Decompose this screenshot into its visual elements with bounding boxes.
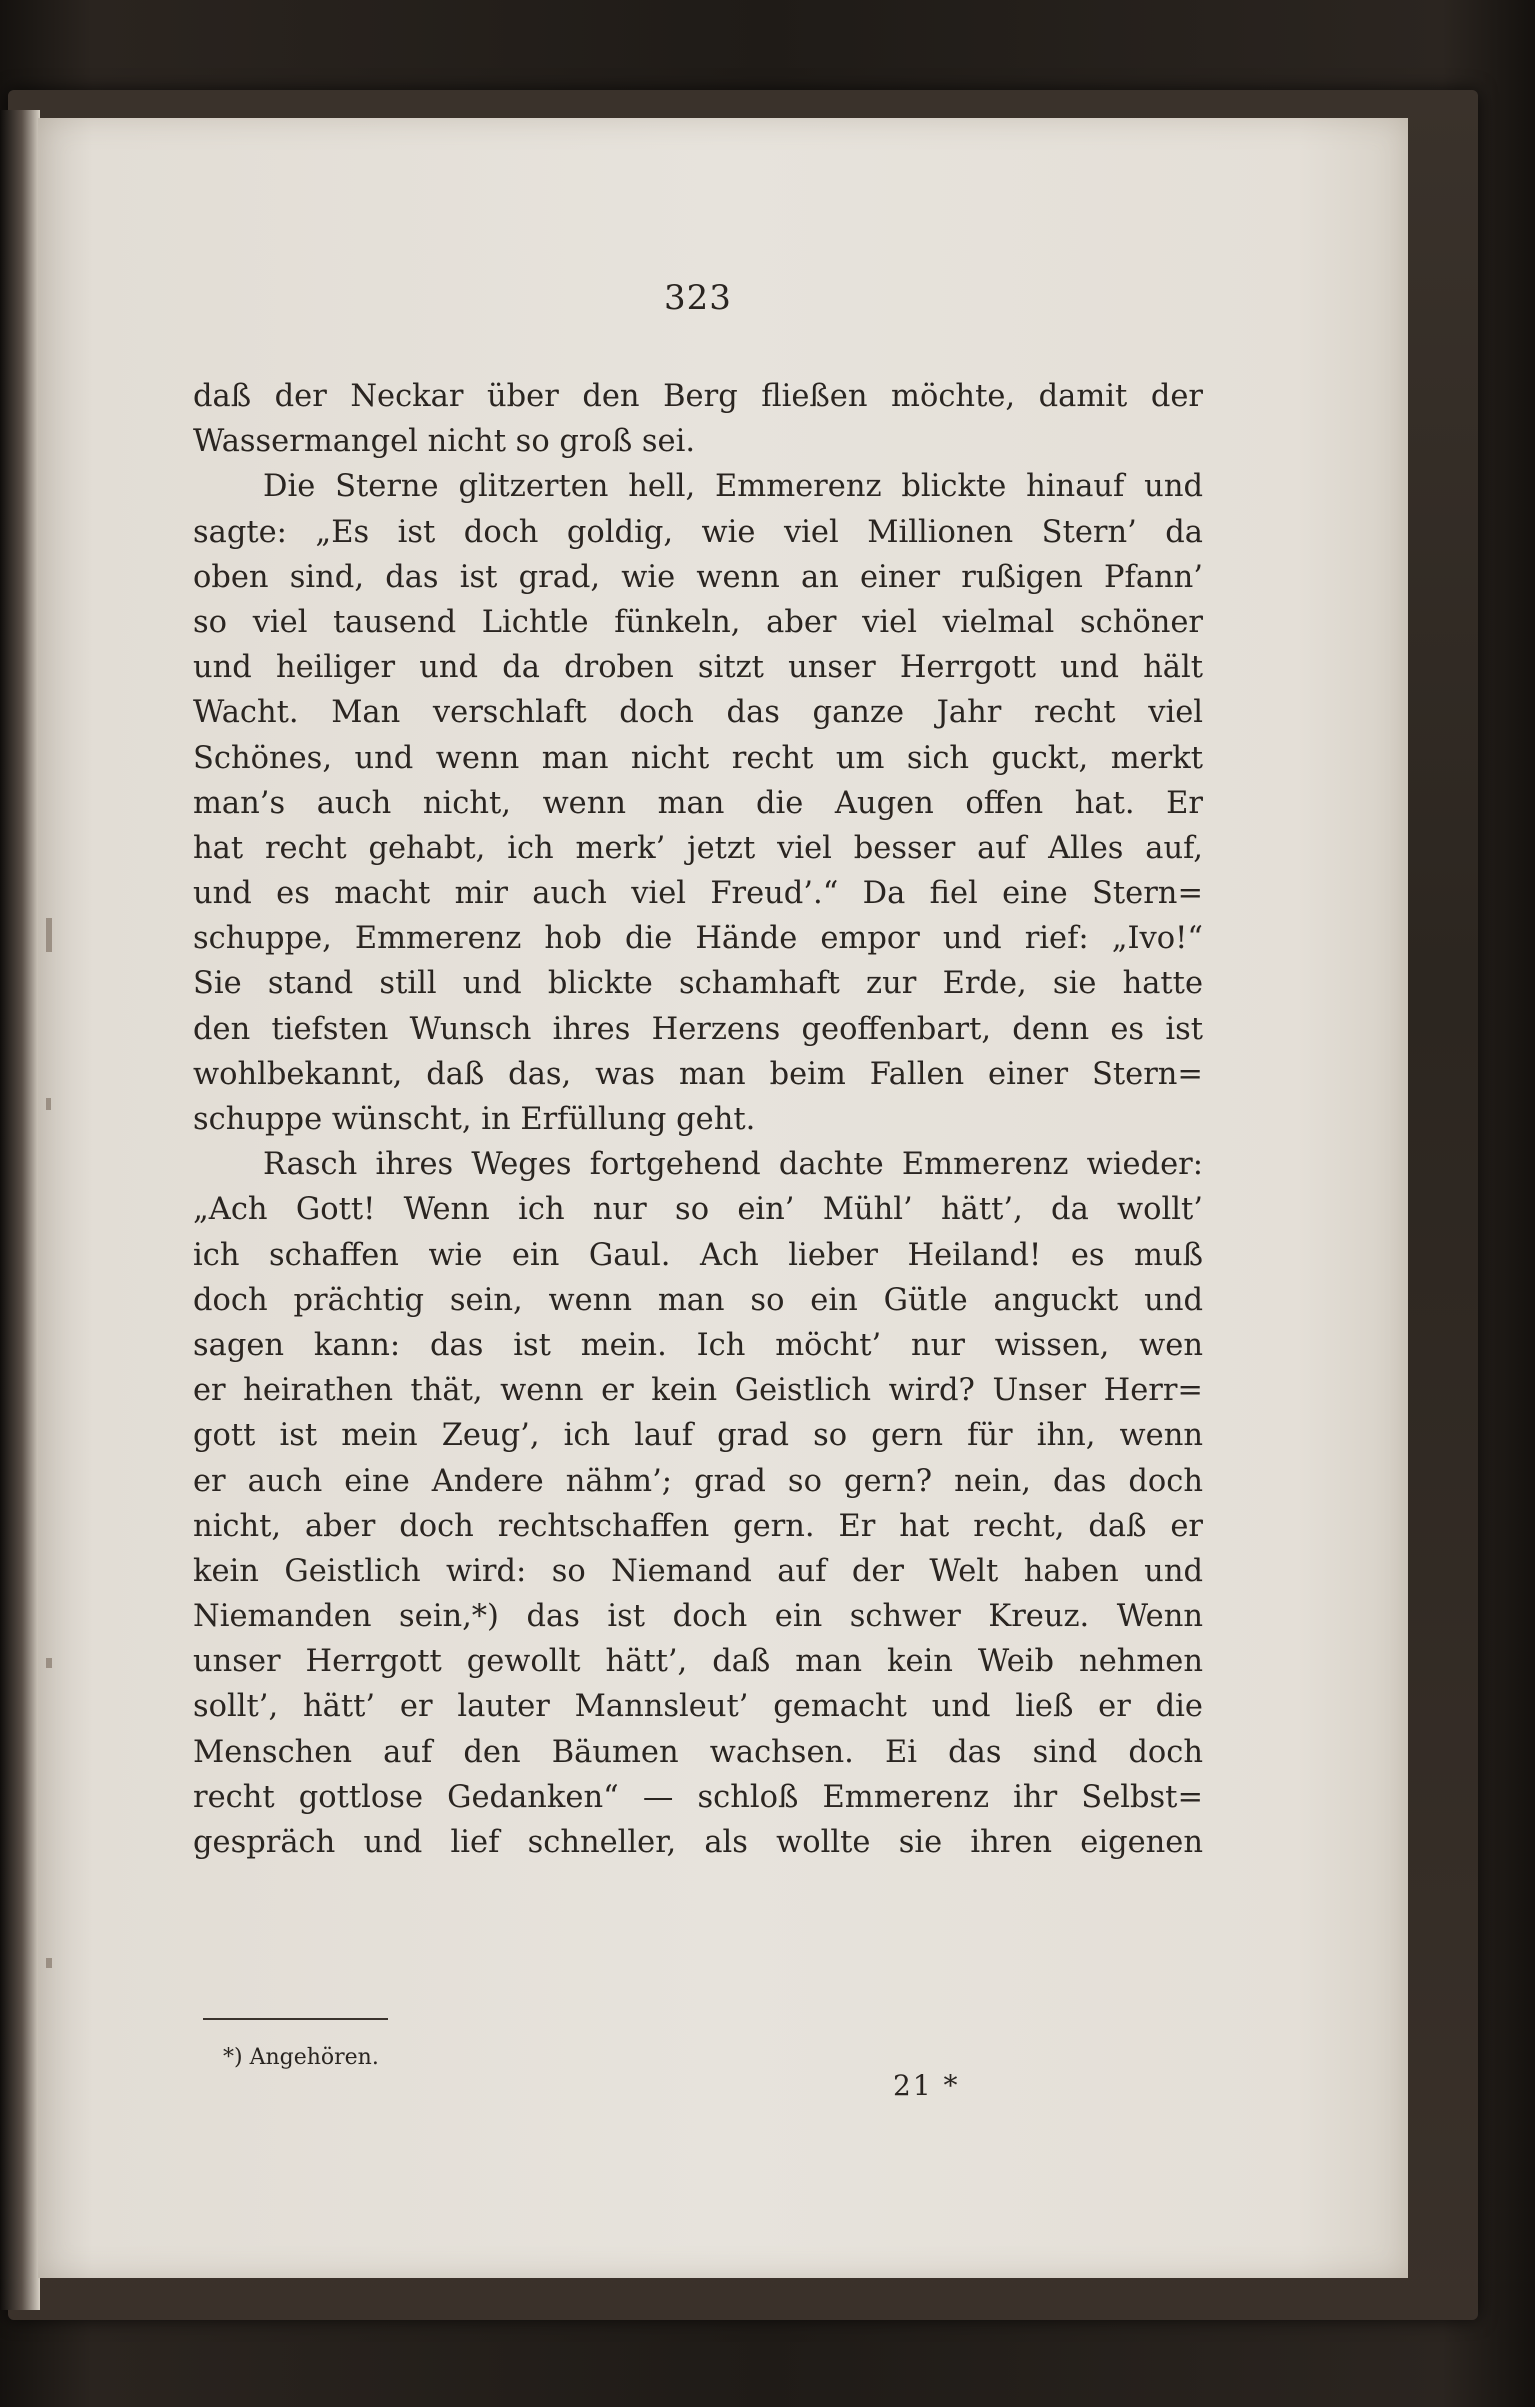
text-line: Sie stand still und blickte schamhaft zur Erde, sie hatte [193,966,1203,1002]
signature-mark: 21 * [893,2069,960,2102]
text-line: schuppe, Emmerenz hob die Hände empor und rief: „Ivo!“ [193,921,1203,957]
text-line: Menschen auf den Bäumen wachsen. Ei das sind doch [193,1734,1203,1770]
text-line: recht gottlose Gedanken“ — schloß Emmerenz ihr Selbst= [193,1779,1203,1815]
text-line: kein Geistlich wird: so Niemand auf der Welt haben und [193,1553,1203,1589]
binding-mark [46,1958,52,1968]
text-line: oben sind, das ist grad, wie wenn an einer rußigen Pfann’ [193,559,1203,595]
text-line: Niemanden sein,*) das ist doch ein schwer Kreuz. Wenn [193,1599,1203,1635]
text-line: er auch eine Andere nähm’; grad so gern? nein, das doch [193,1463,1203,1499]
text-line: gott ist mein Zeug’, ich lauf grad so gern für ihn, wenn [193,1418,1203,1454]
text-line: Wacht. Man verschlaft doch das ganze Jahr recht viel [193,695,1203,731]
text-line: nicht, aber doch rechtschaffen gern. Er hat recht, daß er [193,1508,1203,1544]
binding-mark [46,1658,52,1668]
text-line: doch prächtig sein, wenn man so ein Gütle anguckt und [193,1282,1203,1318]
footnote-rule [203,2018,388,2020]
text-line: den tiefsten Wunsch ihres Herzens geoffenbart, denn es ist [193,1011,1203,1047]
text-line: so viel tausend Lichtle fünkeln, aber viel vielmal schöner [193,604,1203,640]
text-line: Rasch ihres Weges fortgehend dachte Emmerenz wieder: [263,1147,1203,1183]
text-line: und es macht mir auch viel Freud’.“ Da fiel eine Stern= [193,876,1203,912]
text-line: hat recht gehabt, ich merk’ jetzt viel besser auf Alles auf, [193,830,1203,866]
text-line: Schönes, und wenn man nicht recht um sich guckt, merkt [193,740,1203,776]
page-number: 323 [664,278,732,318]
text-line: schuppe wünscht, in Erfüllung geht. [193,1102,756,1137]
text-line: wohlbekannt, daß das, was man beim Fallen einer Stern= [193,1056,1203,1092]
text-line: sollt’, hätt’ er lauter Mannsleut’ gemacht und ließ er die [193,1689,1203,1725]
text-line: gespräch und lief schneller, als wollte sie ihren eigenen [193,1825,1203,1860]
text-line: und heiliger und da droben sitzt unser Herrgott und hält [193,650,1203,686]
text-line: ich schaffen wie ein Gaul. Ach lieber Heiland! es muß [193,1237,1203,1273]
text-line: „Ach Gott! Wenn ich nur so ein’ Mühl’ hätt’, da wollt’ [193,1192,1203,1228]
binding-mark [46,918,52,952]
binding-mark [46,1098,51,1110]
book-page [38,118,1408,2278]
body-text [193,374,1203,1865]
text-line: daß der Neckar über den Berg fließen möchte, damit der [193,379,1203,414]
text-line: Die Sterne glitzerten hell, Emmerenz blickte hinauf und [263,469,1203,505]
text-line: man’s auch nicht, wenn man die Augen offen hat. Er [193,785,1203,821]
text-line: Wassermangel nicht so groß sei. [193,424,696,460]
text-line: sagte: „Es ist doch goldig, wie viel Millionen Stern’ da [193,514,1203,550]
footnote: *) Angehören. [223,2045,379,2070]
text-line: unser Herrgott gewollt hätt’, daß man kein Weib nehmen [193,1644,1203,1680]
text-line: er heirathen thät, wenn er kein Geistlich wird? Unser Herr= [193,1373,1203,1409]
book-spine-edge [0,110,40,2310]
text-line: sagen kann: das ist mein. Ich möcht’ nur wissen, wen [193,1327,1203,1363]
